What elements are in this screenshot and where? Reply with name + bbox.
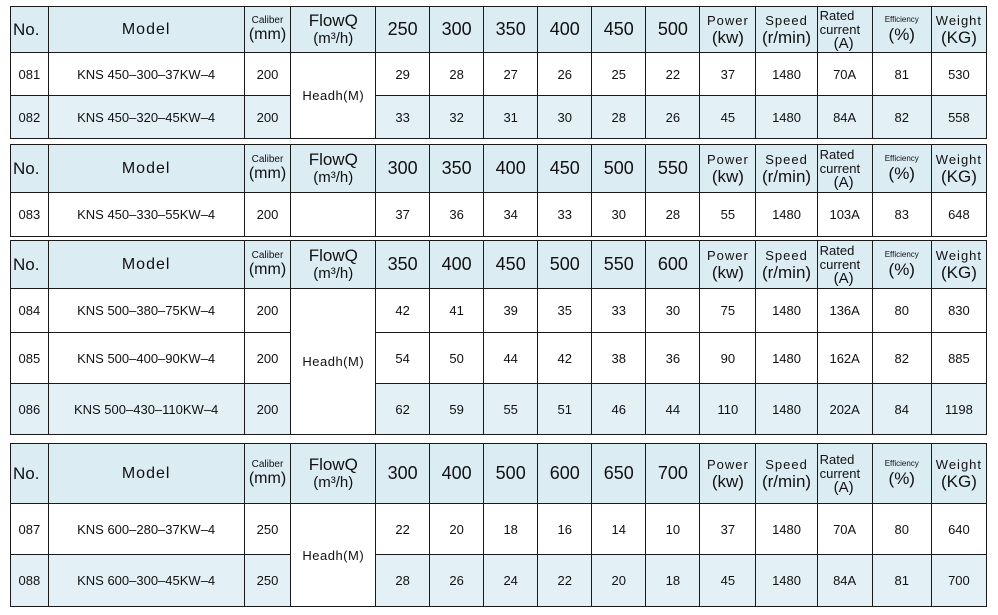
head-value: 38 bbox=[592, 333, 646, 384]
row-efficiency: 82 bbox=[872, 333, 931, 384]
header-speed: Speed (r/min) bbox=[756, 145, 817, 193]
spec-table-1 bbox=[10, 6, 987, 139]
row-weight: 885 bbox=[931, 333, 986, 384]
header-caliber: Caliber (mm) bbox=[244, 7, 291, 53]
row-current: 136A bbox=[817, 289, 872, 333]
header-caliber: Caliber (mm) bbox=[244, 145, 291, 193]
row-current: 70A bbox=[817, 504, 872, 555]
head-label: Headh(M) bbox=[291, 504, 376, 607]
header-flow: FlowQ (m³/h) bbox=[291, 145, 376, 193]
header-power: Power (kw) bbox=[700, 444, 756, 504]
flow-value: 400 bbox=[538, 7, 592, 53]
head-value: 24 bbox=[484, 555, 538, 607]
row-weight: 530 bbox=[931, 53, 986, 96]
head-value: 44 bbox=[484, 333, 538, 384]
row-no: 088 bbox=[11, 555, 49, 607]
row-power: 45 bbox=[700, 555, 756, 607]
row-model: KNS 450–320–45KW–4 bbox=[48, 96, 244, 139]
row-weight: 558 bbox=[931, 96, 986, 139]
row-no: 086 bbox=[11, 384, 49, 435]
header-flow: FlowQ (m³/h) bbox=[291, 7, 376, 53]
table-row bbox=[11, 53, 987, 96]
head-value: 28 bbox=[646, 193, 700, 237]
head-label: Headh(M) bbox=[291, 289, 376, 435]
flow-value: 300 bbox=[376, 444, 430, 504]
flow-value: 450 bbox=[538, 145, 592, 193]
header-weight: Weight (KG) bbox=[931, 145, 986, 193]
row-current: 202A bbox=[817, 384, 872, 435]
header-model: Model bbox=[48, 7, 244, 53]
header-model: Model bbox=[48, 145, 244, 193]
spec-table-3 bbox=[10, 240, 987, 435]
head-value: 33 bbox=[538, 193, 592, 237]
flow-value: 500 bbox=[538, 241, 592, 289]
row-model: KNS 500–400–90KW–4 bbox=[48, 333, 244, 384]
flow-value: 550 bbox=[646, 145, 700, 193]
row-current: 84A bbox=[817, 555, 872, 607]
flow-value: 350 bbox=[376, 241, 430, 289]
spec-table-4 bbox=[10, 443, 987, 607]
spec-table-2 bbox=[10, 144, 987, 237]
head-value: 33 bbox=[592, 289, 646, 333]
row-model: KNS 600–280–37KW–4 bbox=[48, 504, 244, 555]
row-no: 085 bbox=[11, 333, 49, 384]
head-value: 50 bbox=[430, 333, 484, 384]
row-weight: 1198 bbox=[931, 384, 986, 435]
row-current: 162A bbox=[817, 333, 872, 384]
head-value: 28 bbox=[376, 555, 430, 607]
row-speed: 1480 bbox=[756, 96, 817, 139]
head-value: 22 bbox=[538, 555, 592, 607]
table-row bbox=[11, 96, 987, 139]
row-model: KNS 500–380–75KW–4 bbox=[48, 289, 244, 333]
table-row bbox=[11, 504, 987, 555]
header-efficiency: Efficiency (%) bbox=[872, 7, 931, 53]
row-efficiency: 83 bbox=[872, 193, 931, 237]
row-power: 75 bbox=[700, 289, 756, 333]
row-speed: 1480 bbox=[756, 289, 817, 333]
row-caliber: 200 bbox=[244, 333, 291, 384]
flow-value: 450 bbox=[592, 7, 646, 53]
flow-value: 500 bbox=[646, 7, 700, 53]
table-row bbox=[11, 333, 987, 384]
row-no: 083 bbox=[11, 193, 49, 237]
header-rated-current: Rated current (A) bbox=[817, 241, 872, 289]
row-efficiency: 80 bbox=[872, 289, 931, 333]
header-no: No. bbox=[11, 444, 49, 504]
head-value: 41 bbox=[430, 289, 484, 333]
header-model: Model bbox=[48, 444, 244, 504]
header-flow: FlowQ (m³/h) bbox=[291, 444, 376, 504]
head-value: 16 bbox=[538, 504, 592, 555]
header-power: Power (kw) bbox=[700, 241, 756, 289]
head-value: 44 bbox=[646, 384, 700, 435]
row-efficiency: 84 bbox=[872, 384, 931, 435]
row-caliber: 250 bbox=[244, 504, 291, 555]
row-efficiency: 80 bbox=[872, 504, 931, 555]
header-efficiency: Efficiency (%) bbox=[872, 241, 931, 289]
flow-value: 350 bbox=[430, 145, 484, 193]
head-value: 35 bbox=[538, 289, 592, 333]
flow-value: 500 bbox=[592, 145, 646, 193]
header-no: No. bbox=[11, 145, 49, 193]
header-speed: Speed (r/min) bbox=[756, 444, 817, 504]
table-row bbox=[11, 193, 987, 237]
row-power: 37 bbox=[700, 53, 756, 96]
head-value: 14 bbox=[592, 504, 646, 555]
head-value: 30 bbox=[538, 96, 592, 139]
head-value: 34 bbox=[484, 193, 538, 237]
head-value: 28 bbox=[430, 53, 484, 96]
row-speed: 1480 bbox=[756, 53, 817, 96]
table-row bbox=[11, 384, 987, 435]
row-weight: 648 bbox=[931, 193, 986, 237]
header-caliber: Caliber (mm) bbox=[244, 444, 291, 504]
row-caliber: 200 bbox=[244, 384, 291, 435]
header-power: Power (kw) bbox=[700, 145, 756, 193]
flow-value: 600 bbox=[538, 444, 592, 504]
header-weight: Weight (KG) bbox=[931, 444, 986, 504]
flow-value: 300 bbox=[376, 145, 430, 193]
head-value: 55 bbox=[484, 384, 538, 435]
flow-value: 300 bbox=[430, 7, 484, 53]
head-value: 51 bbox=[538, 384, 592, 435]
row-current: 103A bbox=[817, 193, 872, 237]
flow-value: 350 bbox=[484, 7, 538, 53]
table-row bbox=[11, 289, 987, 333]
head-value: 32 bbox=[430, 96, 484, 139]
row-model: KNS 450–330–55KW–4 bbox=[48, 193, 244, 237]
row-weight: 640 bbox=[931, 504, 986, 555]
head-value: 59 bbox=[430, 384, 484, 435]
flow-value: 400 bbox=[430, 444, 484, 504]
header-rated-current: Rated current (A) bbox=[817, 7, 872, 53]
head-value: 18 bbox=[484, 504, 538, 555]
head-value: 26 bbox=[430, 555, 484, 607]
row-weight: 830 bbox=[931, 289, 986, 333]
head-value: 10 bbox=[646, 504, 700, 555]
row-no: 082 bbox=[11, 96, 49, 139]
head-value: 28 bbox=[592, 96, 646, 139]
header-no: No. bbox=[11, 7, 49, 53]
head-value: 46 bbox=[592, 384, 646, 435]
row-speed: 1480 bbox=[756, 555, 817, 607]
head-value: 20 bbox=[592, 555, 646, 607]
row-current: 84A bbox=[817, 96, 872, 139]
header-efficiency: Efficiency (%) bbox=[872, 444, 931, 504]
head-value: 33 bbox=[376, 96, 430, 139]
header-rated-current: Rated current (A) bbox=[817, 444, 872, 504]
head-value: 36 bbox=[430, 193, 484, 237]
row-no: 081 bbox=[11, 53, 49, 96]
row-efficiency: 81 bbox=[872, 555, 931, 607]
row-caliber: 200 bbox=[244, 193, 291, 237]
head-value: 39 bbox=[484, 289, 538, 333]
head-value: 42 bbox=[538, 333, 592, 384]
head-value: 25 bbox=[592, 53, 646, 96]
head-value: 62 bbox=[376, 384, 430, 435]
row-current: 70A bbox=[817, 53, 872, 96]
head-value: 54 bbox=[376, 333, 430, 384]
flow-value: 500 bbox=[484, 444, 538, 504]
head-value: 29 bbox=[376, 53, 430, 96]
header-power: Power (kw) bbox=[700, 7, 756, 53]
row-efficiency: 81 bbox=[872, 53, 931, 96]
flow-value: 450 bbox=[484, 241, 538, 289]
head-value: 31 bbox=[484, 96, 538, 139]
row-speed: 1480 bbox=[756, 193, 817, 237]
flow-value: 650 bbox=[592, 444, 646, 504]
head-value: 18 bbox=[646, 555, 700, 607]
row-no: 087 bbox=[11, 504, 49, 555]
header-caliber: Caliber (mm) bbox=[244, 241, 291, 289]
row-speed: 1480 bbox=[756, 504, 817, 555]
head-value: 30 bbox=[592, 193, 646, 237]
row-model: KNS 500–430–110KW–4 bbox=[48, 384, 244, 435]
head-value: 42 bbox=[376, 289, 430, 333]
flow-value: 400 bbox=[484, 145, 538, 193]
row-power: 110 bbox=[700, 384, 756, 435]
head-value: 36 bbox=[646, 333, 700, 384]
row-model: KNS 450–300–37KW–4 bbox=[48, 53, 244, 96]
row-caliber: 200 bbox=[244, 289, 291, 333]
head-value: 26 bbox=[538, 53, 592, 96]
row-weight: 700 bbox=[931, 555, 986, 607]
row-model: KNS 600–300–45KW–4 bbox=[48, 555, 244, 607]
head-value: 26 bbox=[646, 96, 700, 139]
head-value: 27 bbox=[484, 53, 538, 96]
head-value: 37 bbox=[376, 193, 430, 237]
header-weight: Weight (KG) bbox=[931, 241, 986, 289]
row-caliber: 200 bbox=[244, 53, 291, 96]
head-value: 30 bbox=[646, 289, 700, 333]
head-value: 22 bbox=[376, 504, 430, 555]
flow-value: 600 bbox=[646, 241, 700, 289]
head-label: Headh(M) bbox=[291, 53, 376, 139]
head-value: 22 bbox=[646, 53, 700, 96]
table-row bbox=[11, 555, 987, 607]
header-flow: FlowQ (m³/h) bbox=[291, 241, 376, 289]
header-speed: Speed (r/min) bbox=[756, 7, 817, 53]
row-efficiency: 82 bbox=[872, 96, 931, 139]
header-efficiency: Efficiency (%) bbox=[872, 145, 931, 193]
header-speed: Speed (r/min) bbox=[756, 241, 817, 289]
head-value: 20 bbox=[430, 504, 484, 555]
flow-value: 400 bbox=[430, 241, 484, 289]
flow-value: 700 bbox=[646, 444, 700, 504]
head-label-blank bbox=[291, 193, 376, 237]
row-speed: 1480 bbox=[756, 384, 817, 435]
row-caliber: 250 bbox=[244, 555, 291, 607]
header-weight: Weight (KG) bbox=[931, 7, 986, 53]
flow-value: 250 bbox=[376, 7, 430, 53]
row-power: 45 bbox=[700, 96, 756, 139]
row-caliber: 200 bbox=[244, 96, 291, 139]
row-no: 084 bbox=[11, 289, 49, 333]
row-power: 55 bbox=[700, 193, 756, 237]
header-no: No. bbox=[11, 241, 49, 289]
flow-value: 550 bbox=[592, 241, 646, 289]
row-power: 90 bbox=[700, 333, 756, 384]
header-rated-current: Rated current (A) bbox=[817, 145, 872, 193]
row-speed: 1480 bbox=[756, 333, 817, 384]
row-power: 37 bbox=[700, 504, 756, 555]
header-model: Model bbox=[48, 241, 244, 289]
